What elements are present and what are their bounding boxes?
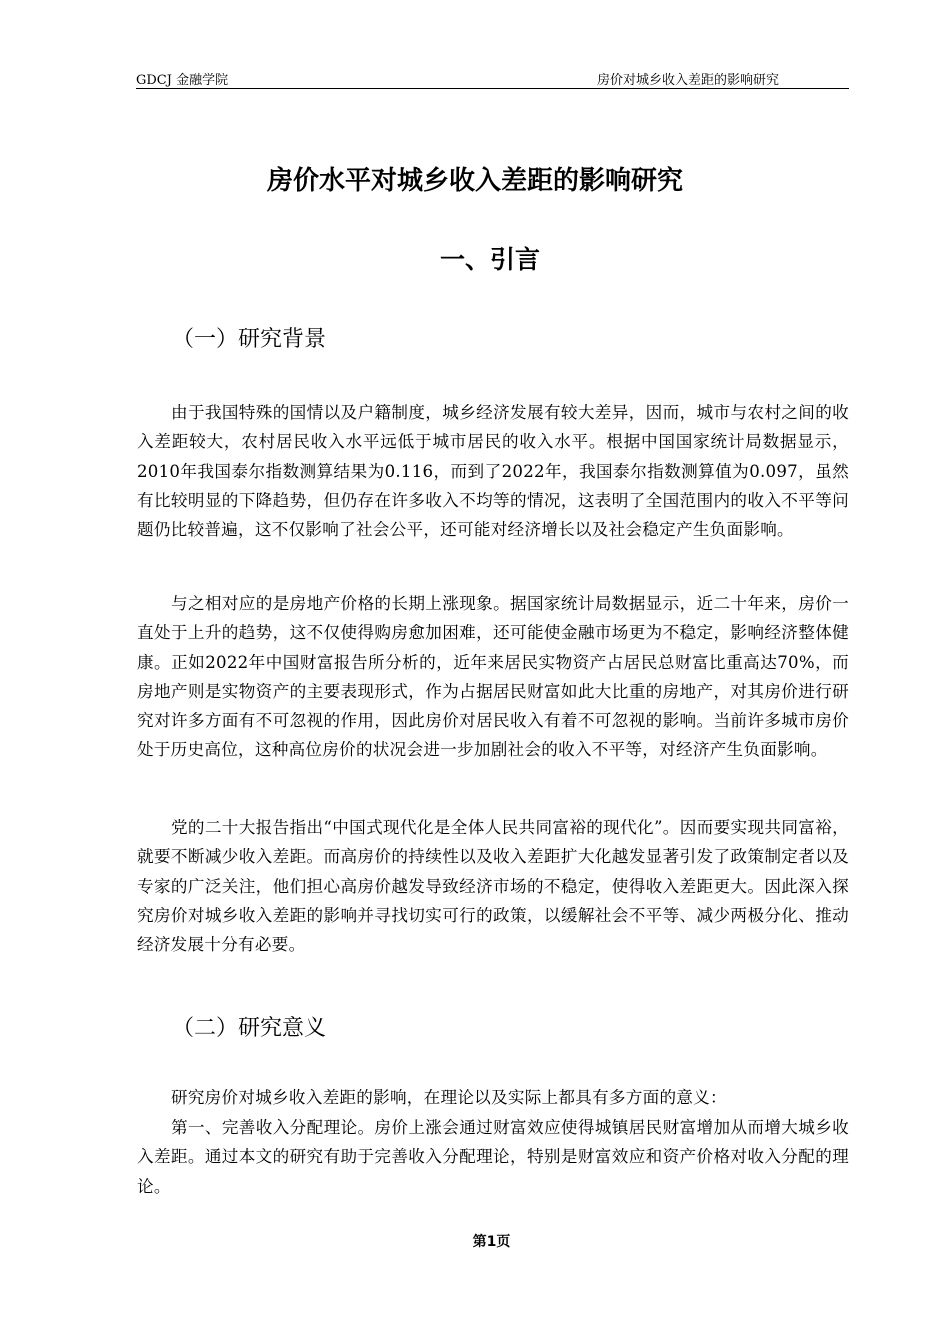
document-title: 房价水平对城乡收入差距的影响研究 <box>266 166 683 196</box>
section-heading-background: （一）研究背景 <box>172 327 327 352</box>
page-header <box>136 68 849 89</box>
paragraph-significance-2: 第一、完善收入分配理论。房价上涨会通过财富效应使得城镇居民财富增加从而增大城乡收入差距。通过本文的研究有助于完善收入分配理论，特别是财富效应和资产价格对收入分配的理论。 <box>137 1118 849 1196</box>
section-heading-significance: （二）研究意义 <box>172 1016 327 1041</box>
header-institution: GDCJ 金融学院 <box>136 73 229 88</box>
header-running-title: 房价对城乡收入差距的影响研究 <box>596 73 779 88</box>
chapter-heading: 一、引言 <box>439 245 540 274</box>
paragraph-background-2: 与之相对应的是房地产价格的长期上涨现象。据国家统计局数据显示，近二十年来，房价一直处于上升的趋势，这不仅使得购房愈加困难，还可能使金融市场更为不稳定，影响经济整体健康。正如2022年中国财富报告所分析的，近年来居民实物资产占居民总财富比重高达70%，而房地产则是实物资产的主要表现形式，作为占据居民财富如此大比重的房地产，对其房价进行研究对许多方面有不可忽视的作用，因此房价对居民收入有着不可忽视的影响。当前许多城市房价处于历史高位，这种高位房价的状况会进一步加剧社会的收入不平等，对经济产生负面影响。 <box>137 594 849 760</box>
paragraph-background-1: 由于我国特殊的国情以及户籍制度，城乡经济发展有较大差异，因而，城市与农村之间的收入差距较大，农村居民收入水平远低于城市居民的收入水平。根据中国国家统计局数据显示，2010年我国泰尔指数测算结果为0.116，而到了2022年，我国泰尔指数测算值为0.097，虽然有比较明显的下降趋势，但仍存在许多收入不均等的情况，这表明了全国范围内的收入不平等问题仍比较普遍，这不仅影响了社会公平，还可能对经济增长以及社会稳定产生负面影响。 <box>137 403 849 540</box>
paragraph-background-3: 党的二十大报告指出“中国式现代化是全体人民共同富裕的现代化”。因而要实现共同富裕，就要不断减少收入差距。而高房价的持续性以及收入差距扩大化越发显著引发了政策制定者以及专家的广泛关注，他们担心高房价越发导致经济市场的不稳定，使得收入差距更大。因此深入探究房价对城乡收入差距的影响并寻找切实可行的政策，以缓解社会不平等、减少两极分化、推动经济发展十分有必要。 <box>137 818 849 955</box>
page-number: 第1页 <box>472 1234 511 1250</box>
paragraph-significance-1: 研究房价对城乡收入差距的影响，在理论以及实际上都具有多方面的意义： <box>171 1088 727 1107</box>
